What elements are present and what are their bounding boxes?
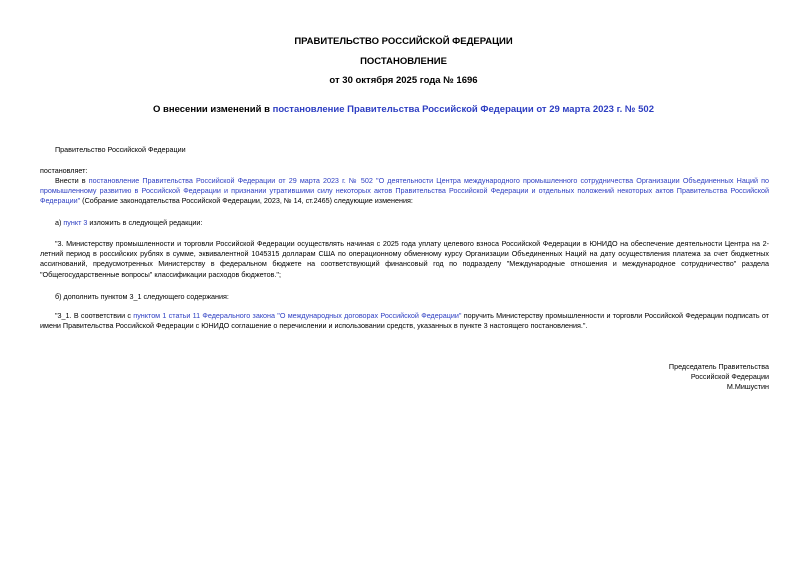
item-b: б) дополнить пунктом 3_1 следующего содержания:: [55, 292, 229, 301]
item-b-quote-prefix: "3_1. В соответствии с: [55, 311, 134, 320]
resolves-label: постановляет:: [40, 166, 88, 175]
item-a-link[interactable]: пункт 3: [63, 218, 88, 227]
decree-subject-link[interactable]: постановление Правительства Российской Федерации от 29 марта 2023 г. № 502: [272, 104, 654, 115]
signature-role-line1: Председатель Правительства: [668, 362, 769, 371]
intro-paragraph: [40, 176, 769, 207]
item-a-prefix: а): [55, 218, 64, 227]
intro-link[interactable]: постановление Правительства Российской Федерации от 29 марта 2023 г. № 502 "О деятельности Центра международного промышленного сотрудничества Организации Объединенных Наций по промышленному развитию в Российской Федерации и признании утратившими силу некоторых актов Правительства Российской Федерации и отдельных положений некоторых актов Правительства Российской Федерации": [40, 176, 769, 206]
signature-role-line2: Российской Федерации: [690, 372, 769, 381]
intro-suffix: (Собрание законодательства Российской Федерации, 2023, № 14, ст.2465) следующие изменения:: [80, 196, 413, 206]
intro-prefix: Внести в: [55, 176, 89, 185]
item-b-quote-suffix: поручить Министерству промышленности и торговли Российской Федерации подписать от имени Правительства Российской Федерации с ЮНИДО соглашение о перечислении и использовании средств, указанных в пункте 3 настоящего постановления.".: [40, 311, 769, 331]
government-name: Правительство Российской Федерации: [55, 145, 186, 154]
signature-name: М.Мишустин: [726, 382, 769, 391]
item-a-quote: "3. Министерству промышленности и торговли Российской Федерации осуществлять начиная с 2025 года уплату целевого взноса Российской Федерации в ЮНИДО на обеспечение деятельности Центра на 2-летний период в российских рублях в сумме, эквивалентной 1045315 долларам США по операционному обменному курсу Организации Объединенных Наций на дату осуществления платежа за счет бюджетных ассигнований, предусмотренных Министерству в федеральном бюджете на соответствующий финансовый год по подразделу "Международные отношения и международное сотрудничество" раздела "Общегосударственные вопросы" классификации расходов бюджетов.";: [40, 239, 769, 279]
decree-date: от 30 октября 2025 года № 1696: [329, 75, 478, 86]
government-title: ПРАВИТЕЛЬСТВО РОССИЙСКОЙ ФЕДЕРАЦИИ: [294, 36, 513, 47]
decree-subject: [0, 104, 807, 116]
decree-label: ПОСТАНОВЛЕНИЕ: [360, 56, 447, 67]
item-a: [40, 218, 769, 228]
item-b-quote-link[interactable]: пунктом 1 статьи 11 Федерального закона "О международных договорах Российской Федерации": [133, 311, 462, 320]
decree-subject-prefix: О внесении изменений в: [153, 104, 273, 115]
item-b-quote: [40, 311, 769, 331]
item-a-suffix: изложить в следующей редакции:: [87, 218, 203, 227]
